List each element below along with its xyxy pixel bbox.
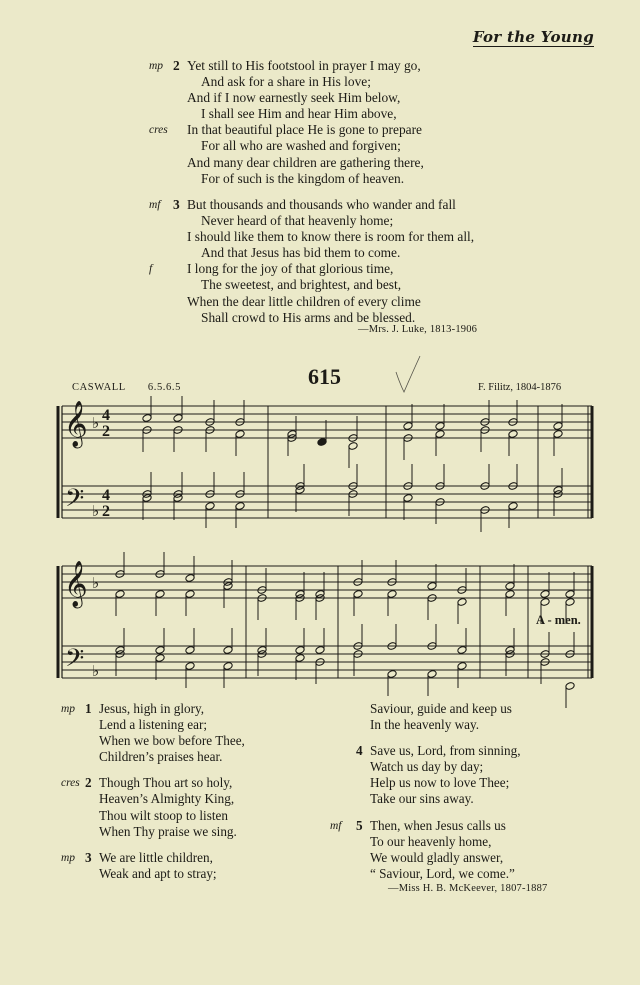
- verse-text: We are little children,: [99, 849, 213, 865]
- verse-text: Children’s praises hear.: [99, 749, 223, 765]
- verse-text: To our heavenly home,: [370, 833, 492, 849]
- flat-icon: ♭: [92, 662, 100, 680]
- verse-line: [370, 866, 521, 882]
- dynamic-marking: f: [149, 263, 153, 276]
- verse-text: We would gladly answer,: [370, 849, 504, 865]
- verse-text: Thou wilt stoop to listen: [99, 807, 228, 823]
- dynamic-marking: mf: [330, 819, 342, 832]
- verse-text: And that Jesus has bid them to come.: [201, 245, 401, 261]
- verse-text: When we bow before Thee,: [99, 733, 245, 749]
- verse-text: The sweetest, and brightest, and best,: [201, 277, 402, 293]
- verse-text: Lend a listening ear;: [99, 717, 208, 733]
- verses-left-column: [61, 701, 245, 882]
- composer: F. Filitz, 1804-1876: [478, 382, 562, 393]
- verse-text: I should like them to know there is room for them all,: [187, 229, 475, 245]
- verse-text: Heaven’s Almighty King,: [99, 791, 235, 807]
- verse-line: [330, 817, 521, 834]
- treble-clef-icon: 𝄞: [64, 401, 88, 447]
- verse-line: [370, 808, 521, 818]
- verse-text: Shall crowd to His arms and be blessed.: [201, 309, 416, 325]
- verse-number: 2: [173, 58, 180, 73]
- verse-text: Though Thou art so holy,: [99, 775, 233, 791]
- time-signature: 2: [102, 503, 110, 520]
- verse-number: 3: [173, 197, 180, 212]
- verse-line: [99, 717, 245, 733]
- verse-line: [370, 834, 521, 850]
- verse-line: [99, 840, 245, 850]
- verse-number: 4: [356, 743, 363, 759]
- verse-line: [370, 775, 521, 791]
- tune-meter: 6.5.6.5: [147, 382, 181, 393]
- time-signature: 4: [102, 407, 110, 424]
- amen-label: A - men.: [536, 613, 581, 627]
- text-attribution-top: —Mrs. J. Luke, 1813-1906: [358, 324, 478, 335]
- verse-text: In the heavenly way.: [370, 717, 479, 733]
- text-attribution-bottom: —Miss H. B. McKeever, 1807-1887: [388, 883, 548, 894]
- pencil-mark-icon: [396, 356, 420, 392]
- bass-clef-icon: 𝄢: [65, 644, 85, 679]
- verse-line: [99, 791, 245, 807]
- verse-text: Yet still to His footstool in prayer I may go,: [187, 58, 421, 73]
- verse-text: But thousands and thousands who wander and fall: [187, 197, 456, 212]
- dynamic-marking: mp: [61, 703, 76, 715]
- dynamic-marking: mp: [61, 851, 76, 864]
- verse-number: 5: [356, 817, 363, 833]
- verse-number: 1: [85, 701, 92, 716]
- flat-icon: ♭: [92, 502, 100, 520]
- verse-line: [370, 850, 521, 866]
- verse-line: [370, 791, 521, 807]
- verse-text: Help us now to love Thee;: [370, 775, 510, 791]
- verse-text: When Thy praise we sing.: [99, 823, 237, 839]
- flat-icon: ♭: [92, 414, 100, 432]
- flat-icon: ♭: [92, 574, 100, 592]
- verse-text: In that beautiful place He is gone to prepare: [187, 122, 422, 138]
- verse-line: [61, 849, 245, 866]
- verse-line: [356, 743, 521, 759]
- tune-name-label: CASWALL: [72, 382, 126, 393]
- verse-text: And ask for a share in His love;: [201, 74, 371, 90]
- verse-text: Jesus, high in glory,: [99, 701, 205, 716]
- dynamic-marking: mf: [149, 199, 161, 211]
- verse-text: For all who are washed and forgiven;: [201, 138, 401, 154]
- dynamic-marking: mp: [149, 60, 164, 72]
- verse-text: “ Saviour, Lord, we come.”: [370, 865, 515, 881]
- verse-line: [99, 765, 245, 775]
- verse-line: [99, 808, 245, 824]
- time-signature: 4: [102, 487, 110, 504]
- verse-text: And if I now earnestly seek Him below,: [187, 90, 401, 106]
- hymn-number: 615: [308, 364, 341, 389]
- verse-text: For of such is the kingdom of heaven.: [201, 170, 405, 186]
- verse-line: [99, 824, 245, 840]
- verse-line: [99, 733, 245, 749]
- verse-line: [370, 759, 521, 775]
- verse-line: [61, 701, 245, 717]
- verse-text: Then, when Jesus calls us: [370, 817, 506, 833]
- verse-text: Take our sins away.: [370, 791, 474, 807]
- verse-text: Saviour, guide and keep us: [370, 701, 512, 716]
- verse-number: 3: [85, 849, 92, 865]
- verse-text: And many dear children are gathering there,: [187, 154, 424, 170]
- verse-text: I long for the joy of that glorious time,: [187, 261, 394, 277]
- verse-text: Never heard of that heavenly home;: [201, 213, 394, 229]
- verse-text: Watch us day by day;: [370, 759, 484, 775]
- verse-number: 2: [85, 775, 92, 791]
- verse-line: [370, 717, 521, 733]
- verse-text: Weak and apt to stray;: [99, 865, 217, 881]
- verse-line: [61, 775, 245, 791]
- verse-line: [370, 701, 521, 717]
- verse-line: [370, 733, 521, 743]
- verse-line: [99, 749, 245, 765]
- verses-right-column: [330, 701, 521, 882]
- dynamic-marking: cres: [149, 124, 168, 137]
- treble-clef-icon: 𝄞: [64, 561, 88, 607]
- verse-text: I shall see Him and hear Him above,: [201, 106, 397, 122]
- bass-clef-icon: 𝄢: [65, 484, 85, 519]
- verse-text: When the dear little children of every clime: [187, 293, 421, 309]
- section-title: For the Young: [472, 28, 594, 46]
- dynamic-marking: cres: [61, 777, 80, 790]
- verse-text: Save us, Lord, from sinning,: [370, 743, 521, 759]
- verse-line: [99, 866, 245, 882]
- time-signature: 2: [102, 423, 110, 440]
